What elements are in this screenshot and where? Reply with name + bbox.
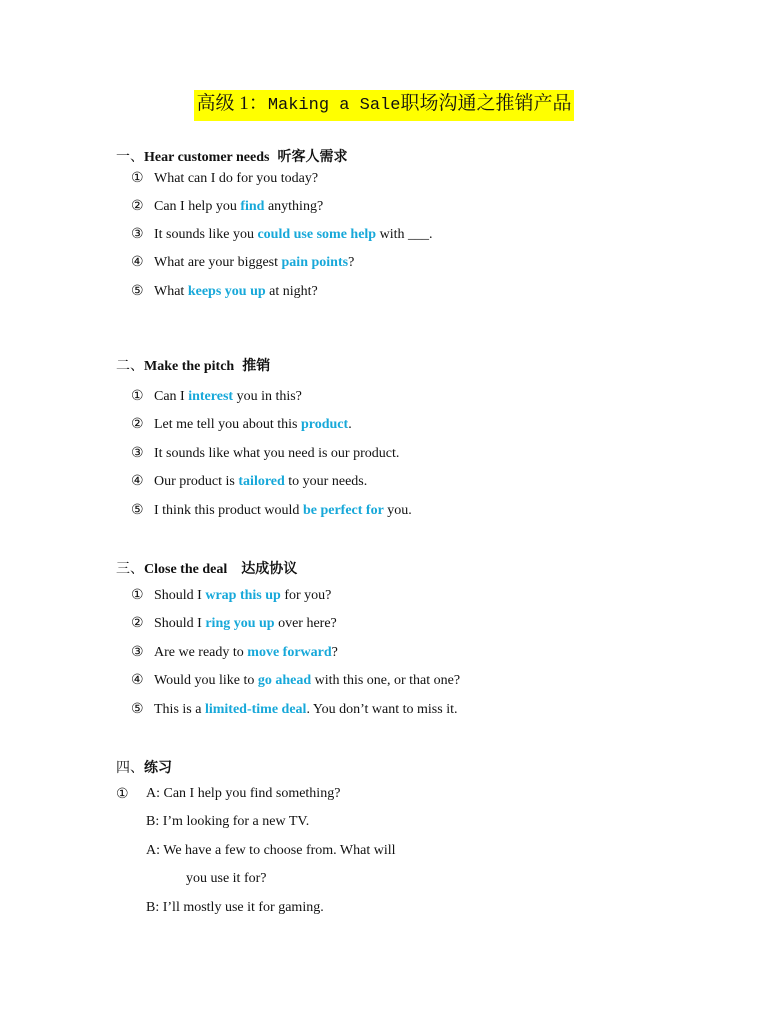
- item-highlight: move forward: [247, 645, 332, 660]
- title-highlight: [194, 90, 575, 121]
- item-text: What are your biggest: [154, 255, 282, 270]
- item-text-after: ?: [348, 255, 355, 270]
- item-highlight: interest: [188, 389, 234, 404]
- item-text: Would you like to: [154, 673, 258, 688]
- item-mark: ②: [131, 199, 144, 214]
- item-mark: ②: [131, 417, 144, 432]
- item-highlight: pain points: [281, 255, 349, 270]
- item-mark: ③: [131, 645, 144, 660]
- item-mark: ④: [131, 474, 144, 489]
- section-heading-zh: 练习: [144, 761, 172, 776]
- item-mark: ⑤: [131, 284, 144, 299]
- item-highlight: keeps you up: [187, 284, 266, 299]
- list-item: [131, 587, 331, 604]
- item-text: Let me tell you about this: [154, 417, 301, 432]
- item-mark: ①: [131, 171, 144, 186]
- list-item: [131, 198, 323, 215]
- item-text: What: [154, 284, 188, 299]
- list-item: [131, 502, 412, 519]
- list-item: [131, 226, 432, 243]
- item-text-after: at night?: [265, 284, 318, 299]
- item-text-after: anything?: [264, 199, 324, 214]
- list-item: [131, 416, 352, 433]
- list-item: [131, 254, 354, 271]
- dialogue-line: A: Can I help you find something?: [146, 786, 341, 801]
- dialogue-line: you use it for?: [186, 871, 267, 886]
- item-mark: ②: [131, 616, 144, 631]
- section-number: 一、: [116, 150, 144, 165]
- item-text: Should I: [154, 616, 206, 631]
- item-mark: ⑤: [131, 503, 144, 518]
- item-text: What can I do for you today?: [154, 171, 319, 186]
- item-text: Can I help you: [154, 199, 241, 214]
- list-item: [131, 283, 318, 300]
- title-english: Making a Sale: [267, 96, 401, 115]
- list-item: [131, 445, 399, 462]
- item-highlight: find: [240, 199, 265, 214]
- exercise-mark: ①: [116, 787, 129, 802]
- item-mark: ①: [131, 389, 144, 404]
- item-text-after: you in this?: [233, 389, 302, 404]
- item-text-after: to your needs.: [284, 474, 368, 489]
- list-item: [131, 170, 318, 187]
- section-heading-zh: 听客人需求: [277, 150, 348, 165]
- item-highlight: limited-time deal: [204, 702, 307, 717]
- item-mark: ③: [131, 446, 144, 461]
- section-heading-zh: 达成协议: [241, 562, 298, 577]
- section-number: 四、: [116, 761, 144, 776]
- item-text: I think this product would: [154, 503, 303, 518]
- item-highlight: product: [300, 417, 349, 432]
- item-text-after: over here?: [274, 616, 337, 631]
- item-text: It sounds like you: [154, 227, 258, 242]
- dialogue-line: B: I’ll mostly use it for gaming.: [146, 900, 324, 915]
- item-text: Should I: [154, 588, 206, 603]
- title-suffix: 职场沟通之推销产品: [400, 93, 572, 114]
- item-highlight: tailored: [238, 474, 285, 489]
- section-2-heading: [116, 355, 270, 375]
- list-item: [131, 701, 457, 718]
- section-4-heading: [116, 757, 172, 777]
- section-heading-en: Make the pitch: [144, 359, 235, 374]
- item-text-after: . You don’t want to miss it.: [306, 702, 458, 717]
- item-highlight: ring you up: [205, 616, 275, 631]
- item-mark: ④: [131, 673, 144, 688]
- item-text-after: you.: [383, 503, 412, 518]
- item-text-after: ?: [331, 645, 338, 660]
- page-title: [0, 90, 768, 121]
- item-mark: ⑤: [131, 702, 144, 717]
- section-3-heading: [116, 558, 297, 578]
- item-text: It sounds like what you need is our product.: [154, 446, 400, 461]
- item-text: Can I: [154, 389, 189, 404]
- item-text: Our product is: [154, 474, 239, 489]
- item-mark: ①: [131, 588, 144, 603]
- section-heading-en: Close the deal: [144, 562, 228, 577]
- section-number: 二、: [116, 359, 144, 374]
- item-text: Are we ready to: [154, 645, 248, 660]
- item-text: This is a: [154, 702, 205, 717]
- item-text-after: with ___.: [376, 227, 433, 242]
- dialogue-line: A: We have a few to choose from. What will: [146, 843, 396, 858]
- list-item: [131, 672, 460, 689]
- item-highlight: wrap this up: [205, 588, 281, 603]
- section-heading-en: Hear customer needs: [144, 150, 270, 165]
- item-mark: ③: [131, 227, 144, 242]
- item-text-after: with this one, or that one?: [311, 673, 461, 688]
- section-number: 三、: [116, 562, 144, 577]
- list-item: [131, 615, 337, 632]
- item-mark: ④: [131, 255, 144, 270]
- list-item: [131, 644, 338, 661]
- item-highlight: be perfect for: [302, 503, 384, 518]
- list-item: [131, 388, 302, 405]
- item-text-after: for you?: [280, 588, 332, 603]
- item-highlight: could use some help: [257, 227, 377, 242]
- section-heading-zh: 推销: [242, 359, 271, 374]
- dialogue-line: B: I’m looking for a new TV.: [146, 814, 310, 829]
- list-item: [131, 473, 367, 490]
- title-prefix: 高级 1：: [196, 93, 268, 114]
- item-text-after: .: [348, 417, 352, 432]
- item-highlight: go ahead: [257, 673, 312, 688]
- section-1-heading: [116, 146, 347, 166]
